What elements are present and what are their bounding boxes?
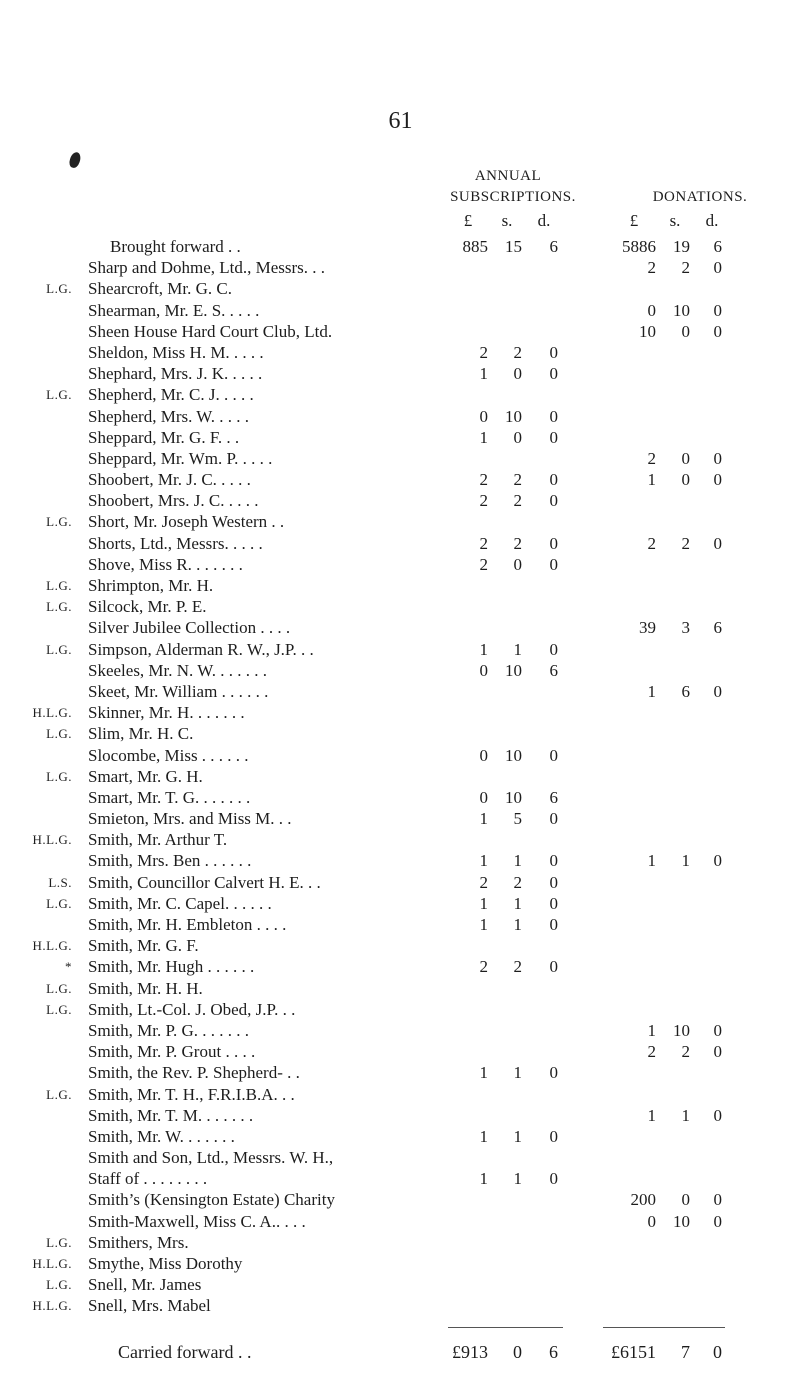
- membership-mark: L.G.: [46, 726, 72, 742]
- sub-pence: 0: [549, 342, 558, 362]
- don-shillings: 0: [681, 321, 690, 341]
- don-shillings: 3: [681, 618, 690, 638]
- carried-forward-row: [0, 1342, 801, 1366]
- sub-pounds: 2: [479, 957, 488, 977]
- membership-mark: L.G.: [46, 1001, 72, 1017]
- membership-mark: L.G.: [46, 1234, 72, 1250]
- sub-pounds: 2: [479, 872, 488, 892]
- table-row: [0, 300, 801, 321]
- sub-pence: 0: [549, 851, 558, 871]
- subscriber-name: Smith, Mr. C. Capel. . . . . .: [88, 893, 272, 913]
- don-shillings: 0: [681, 448, 690, 468]
- table-row: [0, 511, 801, 532]
- don-pounds: 1: [647, 1020, 656, 1040]
- sub-pence: 0: [549, 427, 558, 447]
- sub-shillings: 0: [513, 427, 522, 447]
- table-row: [0, 935, 801, 956]
- don-pounds: 1: [647, 681, 656, 701]
- table-row: [0, 999, 801, 1020]
- subscriber-name: Smith, the Rev. P. Shepherd- . .: [88, 1063, 300, 1083]
- don-pence: 0: [713, 1211, 722, 1231]
- table-row: [0, 1041, 801, 1062]
- table-row: [0, 427, 801, 448]
- don-shillings: 2: [681, 1042, 690, 1062]
- table-row: [0, 342, 801, 363]
- don-pounds: 39: [639, 618, 656, 638]
- table-row: [0, 490, 801, 511]
- sub-pounds: 0: [479, 406, 488, 426]
- sub-pounds: 2: [479, 470, 488, 490]
- membership-mark: L.G.: [46, 768, 72, 784]
- subscriber-name: Silcock, Mr. P. E.: [88, 597, 207, 617]
- sub-pence: 0: [549, 491, 558, 511]
- subscriber-name: Smith, Mr. Hugh . . . . . .: [88, 957, 255, 977]
- cf-sub-pence: 6: [549, 1342, 558, 1362]
- subscriber-name: Smith, Mr. P. G. . . . . . .: [88, 1020, 250, 1040]
- membership-mark: L.G.: [46, 387, 72, 403]
- unit-pounds-don: £: [629, 211, 639, 230]
- table-row: [0, 257, 801, 278]
- sub-pounds: 1: [479, 1126, 488, 1146]
- subscriber-name: Sheppard, Mr. G. F. . .: [88, 427, 240, 447]
- sub-pence: 0: [549, 470, 558, 490]
- sub-shillings: 2: [513, 872, 522, 892]
- subscriber-name: Smith, Mr. T. M. . . . . . .: [88, 1105, 254, 1125]
- don-pounds: 0: [647, 300, 656, 320]
- table-row: [0, 1253, 801, 1274]
- subscriptions-header-line2: SUBSCRIPTIONS.: [450, 189, 576, 205]
- membership-mark: L.G.: [46, 1277, 72, 1293]
- subscriber-name: Smieton, Mrs. and Miss M. . .: [88, 809, 292, 829]
- subscriber-name: Smith, Councillor Calvert H. E. . .: [88, 872, 321, 892]
- don-pence: 0: [713, 1020, 722, 1040]
- table-row: [0, 1274, 801, 1295]
- subscriber-name: Slocombe, Miss . . . . . .: [88, 745, 249, 765]
- don-pounds: 2: [647, 258, 656, 278]
- table-row: [0, 533, 801, 554]
- table-row: [0, 1189, 801, 1210]
- sub-shillings: 2: [513, 470, 522, 490]
- subscriber-name: Shearman, Mr. E. S. . . . .: [88, 300, 260, 320]
- subscriber-name: Shearcroft, Mr. G. C.: [88, 279, 233, 299]
- table-row: [0, 1168, 801, 1189]
- sub-pence: 0: [549, 893, 558, 913]
- subscriber-name: Shoobert, Mr. J. C. . . . .: [88, 470, 251, 490]
- table-row: [0, 1147, 801, 1168]
- sub-pence: 0: [549, 1063, 558, 1083]
- don-pounds: 10: [639, 321, 656, 341]
- membership-mark: H.L.G.: [32, 938, 72, 954]
- sub-shillings: 10: [505, 660, 522, 680]
- cf-don-shillings: 7: [681, 1342, 690, 1362]
- membership-mark: H.L.G.: [32, 1298, 72, 1314]
- carried-forward-label: Carried forward . .: [118, 1342, 252, 1362]
- sub-pence: 0: [549, 639, 558, 659]
- table-row: [0, 956, 801, 977]
- sub-pence: 0: [549, 364, 558, 384]
- sub-shillings: 1: [513, 915, 522, 934]
- unit-pounds-sub: £: [463, 211, 473, 230]
- table-row: [0, 1105, 801, 1126]
- sub-pounds: 2: [479, 554, 488, 574]
- subscriber-name: Sheppard, Mr. Wm. P. . . . .: [88, 448, 273, 468]
- table-row: [0, 469, 801, 490]
- unit-pence-sub: d.: [537, 211, 551, 230]
- sub-shillings: 10: [505, 406, 522, 426]
- membership-mark: H.L.G.: [32, 1256, 72, 1271]
- table-row: [0, 829, 801, 850]
- don-pence: 0: [713, 448, 722, 468]
- table-row: [0, 575, 801, 596]
- table-row: [0, 363, 801, 384]
- table-row: [0, 787, 801, 808]
- membership-mark: L.G.: [46, 895, 72, 911]
- membership-mark: L.G.: [46, 641, 72, 657]
- subscriber-name: Shoobert, Mrs. J. C. . . . .: [88, 491, 259, 511]
- membership-mark: L.G.: [46, 578, 72, 593]
- don-shillings: 10: [673, 300, 690, 320]
- table-row: [0, 1232, 801, 1253]
- sub-pounds: 1: [479, 639, 488, 659]
- don-shillings: 1: [681, 851, 690, 871]
- subscriber-name: Shepherd, Mrs. W. . . . .: [88, 406, 250, 426]
- sub-pence: 6: [549, 787, 558, 807]
- sub-pounds: 2: [479, 491, 488, 511]
- don-shillings: 2: [681, 258, 690, 278]
- don-pounds: 2: [647, 1042, 656, 1062]
- sub-shillings: 1: [513, 1063, 522, 1083]
- cf-sub-shillings: 0: [513, 1342, 522, 1362]
- don-shillings: 10: [673, 1211, 690, 1231]
- sub-shillings: 1: [513, 639, 522, 659]
- subscriber-name: Sheen House Hard Court Club, Ltd.: [88, 321, 333, 341]
- don-pounds: 0: [647, 1211, 656, 1231]
- don-shillings: 10: [673, 1020, 690, 1040]
- don-shillings: 0: [681, 470, 690, 490]
- table-row: [0, 1020, 801, 1041]
- don-pence: 0: [713, 533, 722, 553]
- don-pence: 0: [713, 1042, 722, 1062]
- sub-pounds: 2: [479, 342, 488, 362]
- subscriber-name: Skinner, Mr. H. . . . . . .: [88, 703, 245, 723]
- brought-forward-label: Brought forward . .: [110, 237, 241, 256]
- table-row: [0, 321, 801, 342]
- table-row: [0, 745, 801, 766]
- subscriber-name: Staff of . . . . . . . .: [88, 1169, 208, 1189]
- sub-pence: 0: [549, 554, 558, 574]
- sub-pence: 0: [549, 533, 558, 553]
- table-row: [0, 448, 801, 469]
- subscriptions-header-line1: ANNUAL: [474, 168, 542, 184]
- bf-sub-pence: 6: [549, 237, 558, 256]
- subscriber-name: Smith, Mrs. Ben . . . . . .: [88, 851, 252, 871]
- table-row: [0, 1062, 801, 1083]
- ledger-table: [0, 236, 801, 1317]
- subscriber-name: Smith, Mr. Arthur T.: [88, 830, 228, 850]
- membership-mark: *: [65, 959, 72, 975]
- subscriber-name: Smith, Mr. T. H., F.R.I.B.A. . .: [88, 1084, 295, 1104]
- sub-pence: 0: [549, 1126, 558, 1146]
- table-row: [0, 723, 801, 744]
- donations-total-rule: [603, 1327, 725, 1328]
- subscriber-name: Smith’s (Kensington Estate) Charity: [88, 1190, 335, 1210]
- sub-shillings: 0: [513, 554, 522, 574]
- table-row: [0, 702, 801, 723]
- don-pence: 0: [713, 1105, 722, 1125]
- subscriptions-total-rule: [448, 1327, 563, 1328]
- table-row: [0, 893, 801, 914]
- bf-don-pence: 6: [713, 237, 722, 256]
- membership-mark: H.L.G.: [32, 705, 72, 721]
- sub-pounds: 0: [479, 787, 488, 807]
- don-pence: 0: [713, 300, 722, 320]
- cf-don-pence: 0: [713, 1342, 722, 1362]
- bf-sub-pounds: 885: [462, 237, 488, 256]
- sub-pounds: 1: [479, 851, 488, 871]
- sub-pence: 0: [549, 1169, 558, 1189]
- table-row: [0, 384, 801, 405]
- membership-mark: L.S.: [48, 874, 72, 890]
- subscriber-name: Simpson, Alderman R. W., J.P. . .: [88, 639, 314, 659]
- sub-shillings: 1: [513, 1169, 522, 1189]
- sub-pence: 6: [549, 660, 558, 680]
- subscriber-name: Smith and Son, Ltd., Messrs. W. H.,: [88, 1148, 334, 1168]
- don-pence: 0: [713, 321, 722, 341]
- table-row: [0, 1126, 801, 1147]
- subscriber-name: Snell, Mr. James: [88, 1275, 202, 1295]
- bf-sub-shillings: 15: [505, 237, 522, 256]
- subscriber-name: Skeeles, Mr. N. W. . . . . . .: [88, 660, 267, 680]
- unit-pence-don: d.: [705, 211, 719, 230]
- sub-pence: 0: [549, 406, 558, 426]
- table-row: [0, 872, 801, 893]
- don-shillings: 0: [681, 1190, 690, 1210]
- sub-pounds: 1: [479, 915, 488, 934]
- unit-shillings-don: s.: [669, 211, 681, 230]
- subscriber-name: Silver Jubilee Collection . . . .: [88, 618, 291, 638]
- ink-blot: [68, 151, 82, 169]
- subscriber-name: Smart, Mr. G. H.: [88, 766, 203, 786]
- sub-shillings: 1: [513, 893, 522, 913]
- membership-mark: L.G.: [46, 514, 72, 530]
- sub-shillings: 10: [505, 787, 522, 807]
- subscriber-name: Shorts, Ltd., Messrs. . . . .: [88, 533, 263, 553]
- don-pence: 6: [713, 618, 722, 638]
- table-row: [0, 639, 801, 660]
- sub-pence: 0: [549, 809, 558, 829]
- membership-mark: H.L.G.: [32, 832, 72, 848]
- table-row: [0, 278, 801, 299]
- unit-shillings-sub: s.: [501, 211, 513, 230]
- sub-shillings: 2: [513, 342, 522, 362]
- don-pounds: 1: [647, 851, 656, 871]
- sub-shillings: 1: [513, 1126, 522, 1146]
- sub-pounds: 1: [479, 809, 488, 829]
- membership-mark: L.G.: [46, 980, 72, 996]
- don-shillings: 6: [681, 681, 690, 701]
- subscriber-name: Slim, Mr. H. C.: [88, 724, 194, 744]
- don-shillings: 1: [681, 1105, 690, 1125]
- subscriber-name: Smythe, Miss Dorothy: [88, 1254, 243, 1273]
- subscriber-name: Snell, Mrs. Mabel: [88, 1296, 211, 1316]
- sub-shillings: 10: [505, 745, 522, 765]
- sub-shillings: 2: [513, 957, 522, 977]
- membership-mark: L.G.: [46, 1086, 72, 1102]
- don-pounds: 2: [647, 533, 656, 553]
- table-row: [0, 617, 801, 638]
- bf-don-pounds: 5886: [622, 237, 656, 256]
- sub-shillings: 1: [513, 851, 522, 871]
- sub-pounds: 1: [479, 1063, 488, 1083]
- don-pounds: 1: [647, 1105, 656, 1125]
- subscriber-name: Smith, Mr. G. F.: [88, 936, 199, 956]
- table-row: [0, 1295, 801, 1316]
- table-row: [0, 914, 801, 935]
- subscriber-name: Shove, Miss R. . . . . . .: [88, 554, 243, 574]
- don-pence: 0: [713, 258, 722, 278]
- bf-don-shillings: 19: [673, 237, 690, 256]
- subscriber-name: Smith, Mr. H. Embleton . . . .: [88, 915, 287, 934]
- subscriber-name: Smith, Mr. P. Grout . . . .: [88, 1042, 256, 1062]
- table-row: [0, 681, 801, 702]
- subscriber-name: Smith, Lt.-Col. J. Obed, J.P. . .: [88, 999, 296, 1019]
- subscriber-name: Smith, Mr. H. H.: [88, 978, 203, 998]
- don-pence: 0: [713, 681, 722, 701]
- sub-pence: 0: [549, 957, 558, 977]
- table-row: [0, 978, 801, 999]
- table-row: [0, 1211, 801, 1232]
- table-row: [0, 660, 801, 681]
- membership-mark: L.G.: [46, 281, 72, 297]
- sub-pence: 0: [549, 872, 558, 892]
- don-pence: 0: [713, 1190, 722, 1210]
- table-row: [0, 554, 801, 575]
- subscriber-name: Smith-Maxwell, Miss C. A.. . . .: [88, 1211, 306, 1231]
- sub-pence: 0: [549, 745, 558, 765]
- sub-pounds: 1: [479, 893, 488, 913]
- sub-pounds: 0: [479, 745, 488, 765]
- table-row: [0, 766, 801, 787]
- table-row: [0, 596, 801, 617]
- sub-pounds: 1: [479, 427, 488, 447]
- don-shillings: 2: [681, 533, 690, 553]
- subscriber-name: Smithers, Mrs.: [88, 1232, 189, 1252]
- sub-shillings: 0: [513, 364, 522, 384]
- sub-shillings: 2: [513, 491, 522, 511]
- subscriber-name: Shephard, Mrs. J. K. . . . .: [88, 364, 263, 384]
- subscriber-name: Skeet, Mr. William . . . . . .: [88, 681, 269, 701]
- page-number: 61: [388, 108, 413, 134]
- table-row: [0, 808, 801, 829]
- sub-pounds: 1: [479, 364, 488, 384]
- subscriber-name: Short, Mr. Joseph Western . .: [88, 512, 285, 532]
- table-row: [0, 1084, 801, 1105]
- don-pounds: 2: [647, 448, 656, 468]
- subscriber-name: Sheldon, Miss H. M. . . . .: [88, 342, 264, 362]
- subscriber-name: Smith, Mr. W. . . . . . .: [88, 1126, 235, 1146]
- membership-mark: L.G.: [46, 599, 72, 615]
- sub-shillings: 2: [513, 533, 522, 553]
- sub-pounds: 1: [479, 1169, 488, 1189]
- sub-pounds: 0: [479, 660, 488, 680]
- donations-header: DONATIONS.: [652, 189, 748, 205]
- subscriber-name: Shrimpton, Mr. H.: [88, 576, 214, 595]
- table-row: [0, 850, 801, 871]
- table-row: [0, 406, 801, 427]
- entry-list: [0, 257, 801, 1316]
- brought-forward-row: [0, 236, 801, 257]
- cf-sub-pounds: £913: [452, 1342, 488, 1362]
- don-pence: 0: [713, 470, 722, 490]
- don-pence: 0: [713, 851, 722, 871]
- cf-don-pounds: £6151: [611, 1342, 656, 1362]
- sub-pence: 0: [549, 915, 558, 934]
- don-pounds: 200: [630, 1190, 656, 1210]
- sub-shillings: 5: [513, 809, 522, 829]
- subscriber-name: Smart, Mr. T. G. . . . . . .: [88, 787, 251, 807]
- subscriber-name: Shepherd, Mr. C. J. . . . .: [88, 385, 254, 405]
- don-pounds: 1: [647, 470, 656, 490]
- sub-pounds: 2: [479, 533, 488, 553]
- subscriber-name: Sharp and Dohme, Ltd., Messrs. . .: [88, 258, 326, 278]
